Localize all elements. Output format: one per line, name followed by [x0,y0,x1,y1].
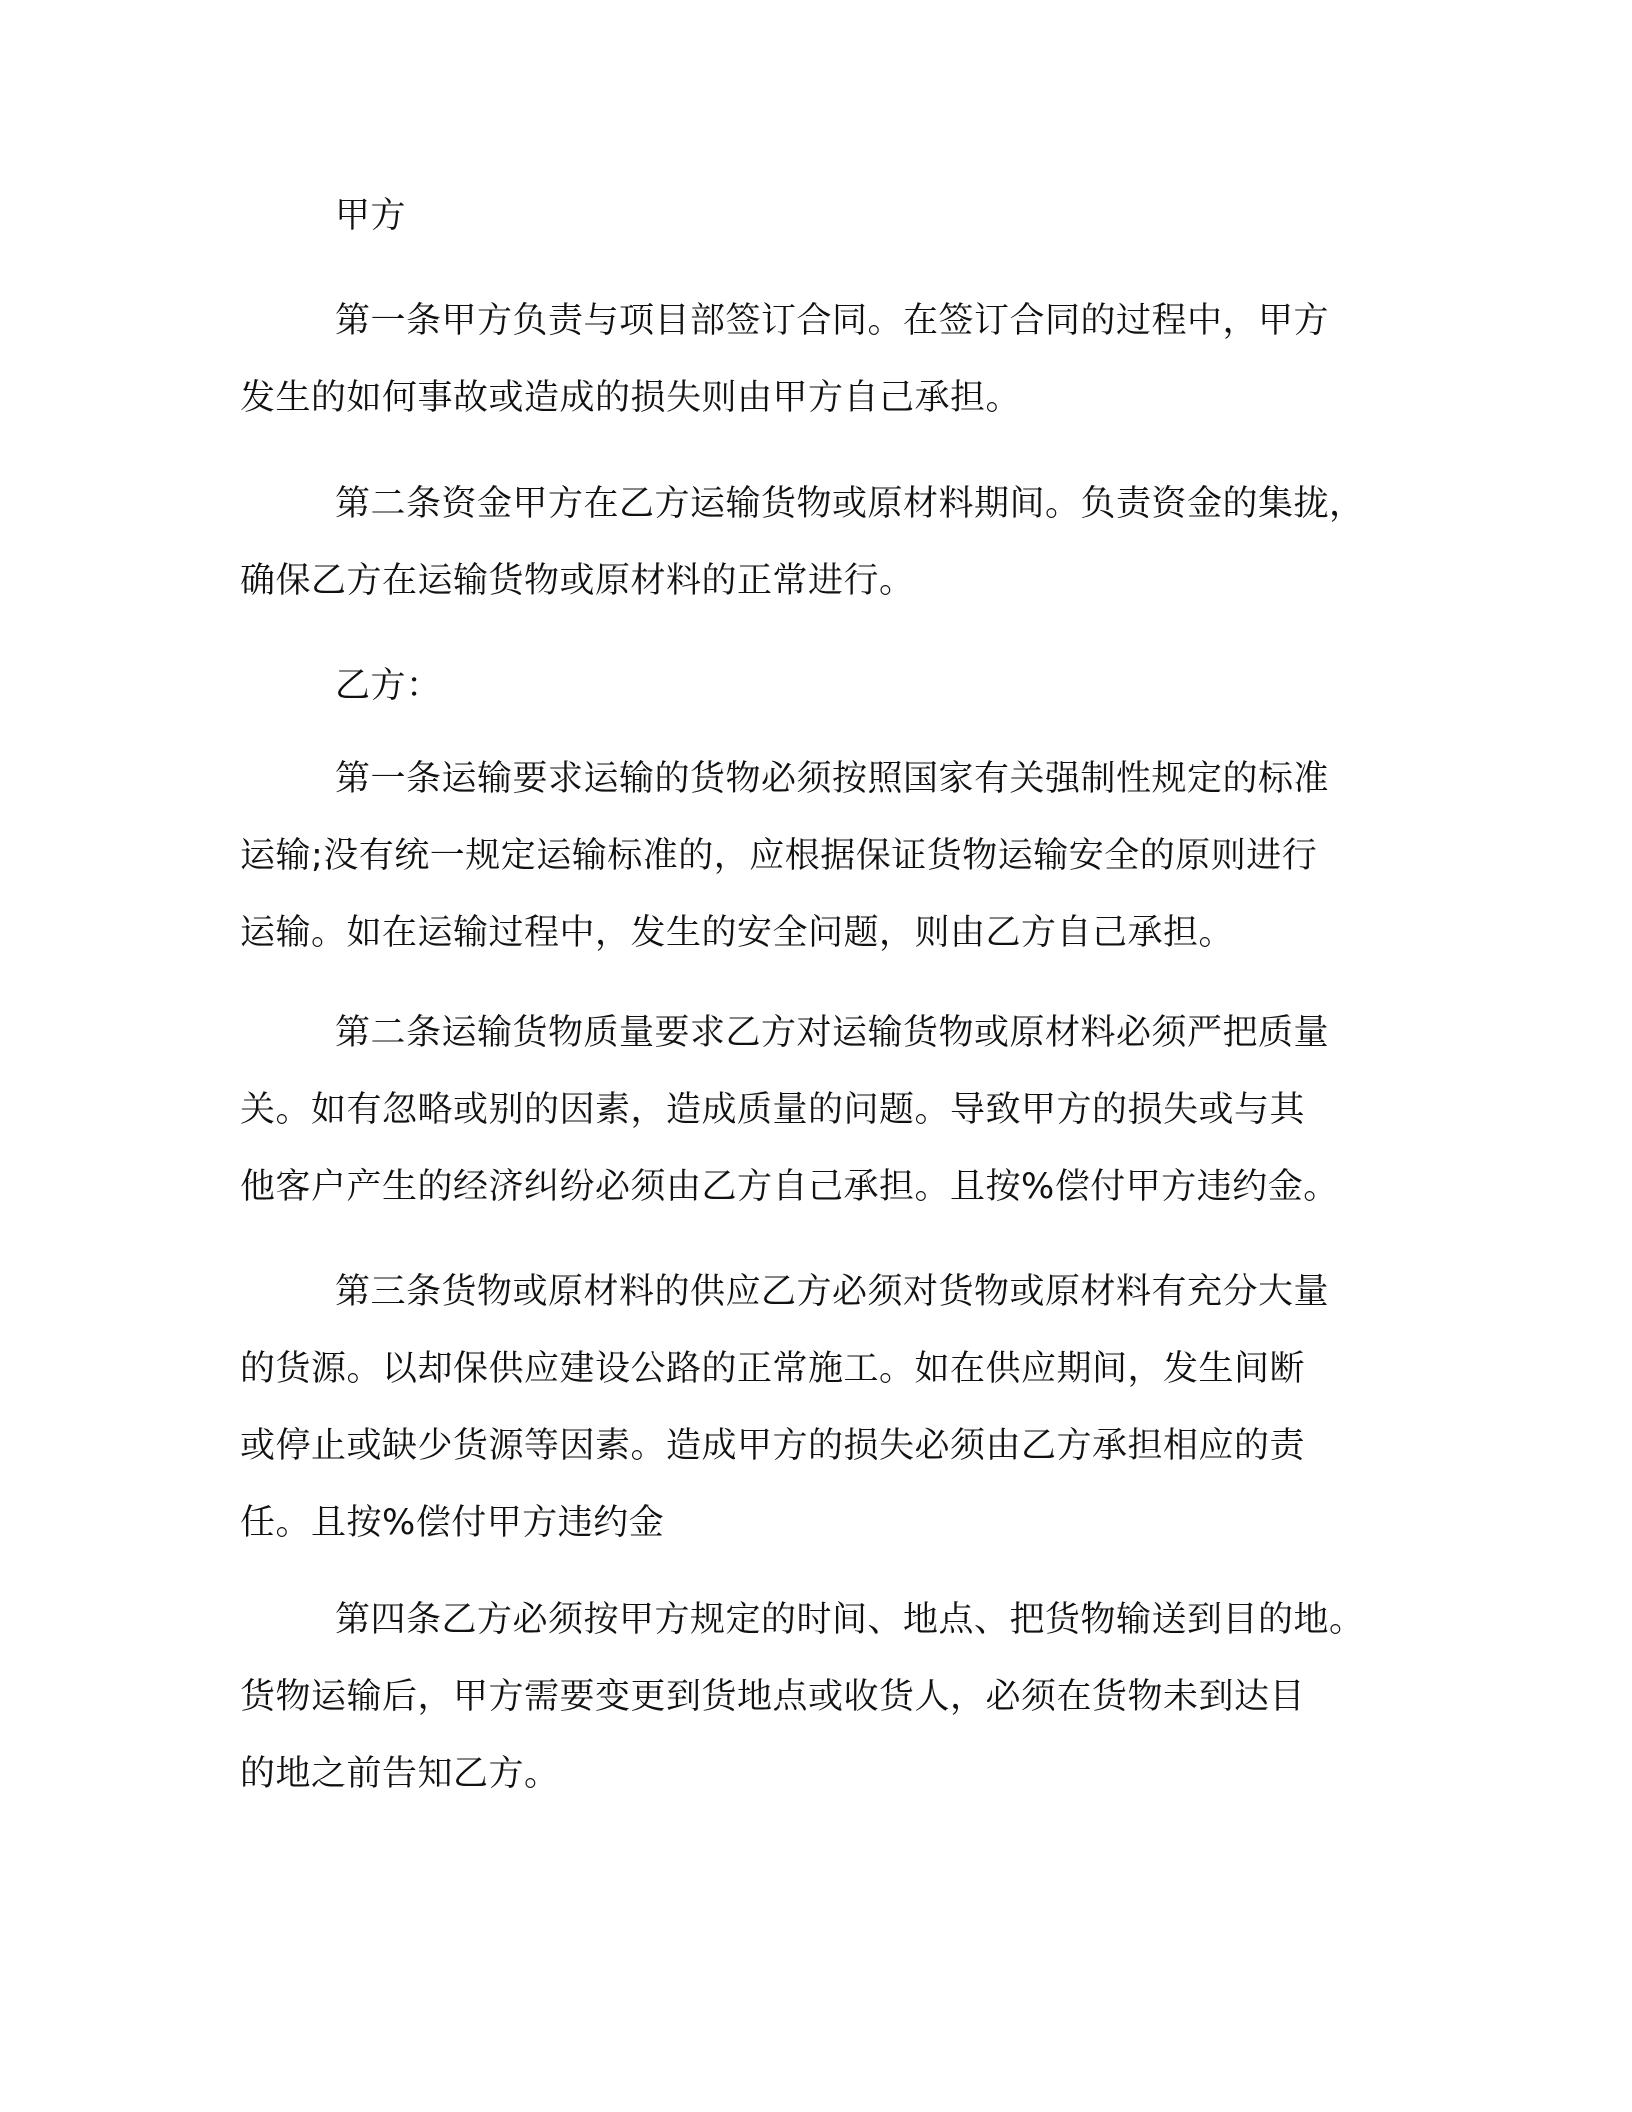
clause-line: 运输;没有统一规定运输标准的，应根据保证货物运输安全的原则进行 [240,836,1318,876]
party-b-heading [240,648,1412,725]
clause-line: 的地之前告知乙方。 [240,1754,560,1794]
clause-line: 第三条货物或原材料的供应乙方必须对货物或原材料有充分大量 [335,1272,1330,1312]
clause-line: 确保乙方在运输货物或原材料的正常进行。 [240,561,915,601]
party-a-heading [240,178,1412,255]
clause-line: 第一条运输要求运输的货物必须按照国家有关强制性规定的标准 [335,759,1330,799]
clause-line: 第二条运输货物质量要求乙方对运输货物或原材料必须严把质量 [335,1013,1330,1053]
party-a-clause-2 [240,466,1412,620]
clause-line: 或停止或缺少货源等因素。造成甲方的损失必须由乙方承担相应的责 [240,1426,1306,1466]
clause-line: 发生的如何事故或造成的损失则由甲方自己承担。 [240,378,1022,418]
party-b-clause-2 [240,995,1412,1226]
party-b-clause-3 [240,1254,1412,1562]
clause-line: 的货源。以却保供应建设公路的正常施工。如在供应期间，发生间断 [240,1349,1306,1389]
clause-line: 运输。如在运输过程中，发生的安全问题，则由乙方自己承担。 [240,913,1235,953]
clause-line: 货物运输后，甲方需要变更到货地点或收货人，必须在货物未到达目 [240,1677,1306,1717]
clause-line: 他客户产生的经济纠纷必须由乙方自己承担。且按%偿付甲方违约金。 [240,1167,1339,1207]
party-b-clause-4 [240,1582,1412,1813]
clause-line: 关。如有忽略或别的因素，造成质量的问题。导致甲方的损失或与其 [240,1090,1306,1130]
clause-line: 第二条资金甲方在乙方运输货物或原材料期间。负责资金的集拢， [335,484,1365,524]
party-b-heading-text: 乙方： [335,666,442,706]
party-b-clause-1 [240,741,1412,972]
clause-line: 任。且按%偿付甲方违约金 [240,1503,665,1543]
party-a-clause-1 [240,283,1412,437]
party-a-heading-text: 甲方 [335,196,407,236]
clause-line: 第一条甲方负责与项目部签订合同。在签订合同的过程中，甲方 [335,301,1330,341]
clause-line: 第四条乙方必须按甲方规定的时间、地点、把货物输送到目的地。 [335,1600,1365,1640]
